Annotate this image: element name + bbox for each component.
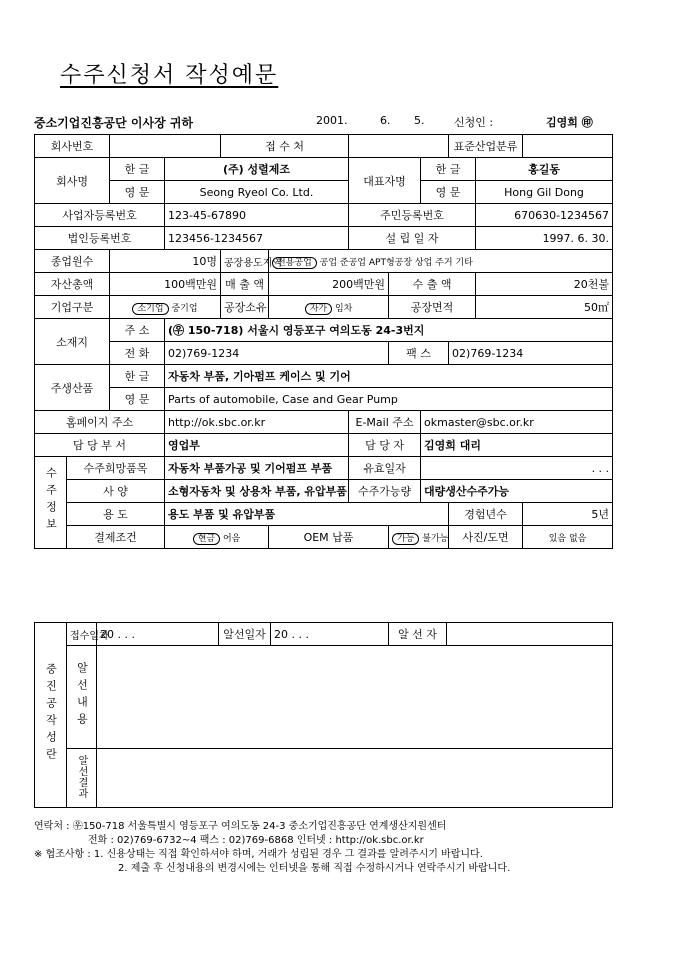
oem-options[interactable] bbox=[389, 526, 449, 549]
spec-label: 사 양 bbox=[67, 480, 165, 503]
applicant-label: 신청인 : bbox=[454, 116, 494, 129]
export-value[interactable]: 20천불 bbox=[476, 273, 613, 296]
valid-date-value[interactable]: . . . bbox=[421, 457, 613, 480]
product-en[interactable]: Parts of automobile, Case and Gear Pump bbox=[165, 388, 613, 411]
content-field[interactable] bbox=[97, 646, 613, 749]
company-type-selected[interactable]: 소기업 bbox=[132, 303, 168, 315]
contact-line-2: 전화 : 02)769-6732~4 팩스 : 02)769-6868 인터넷 : http://ok.sbc.or.kr bbox=[88, 835, 424, 846]
fax-value[interactable]: 02)769-1234 bbox=[449, 342, 613, 365]
mediation-side-label: 중진공작성란 bbox=[35, 623, 67, 808]
company-type-label: 기업구분 bbox=[35, 296, 110, 319]
application-form bbox=[34, 134, 613, 549]
received-value[interactable]: 20 . . . bbox=[97, 623, 219, 646]
experience-value[interactable]: 5년 bbox=[523, 503, 613, 526]
mediator-value[interactable] bbox=[447, 623, 613, 646]
address-label: 소재지 bbox=[35, 319, 110, 365]
factory-zone-selected[interactable]: 전용공업 bbox=[272, 257, 317, 269]
resident-reg-label: 주민등록번호 bbox=[349, 204, 476, 227]
homepage-label: 홈페이지 주소 bbox=[35, 411, 165, 434]
mediation-date-label: 알선일자 bbox=[219, 623, 271, 646]
date-month: 6. bbox=[380, 114, 391, 127]
company-en-label: 영 문 bbox=[110, 181, 165, 204]
usage-label: 용 도 bbox=[67, 503, 165, 526]
payment-selected[interactable]: 현금 bbox=[193, 533, 220, 545]
photo-options[interactable]: 있음 없음 bbox=[523, 526, 613, 549]
order-info-label: 수주정보 bbox=[35, 457, 67, 549]
corp-reg-label: 법인등록번호 bbox=[35, 227, 165, 250]
valid-date-label: 유효일자 bbox=[349, 457, 421, 480]
established-label: 설 립 일 자 bbox=[349, 227, 476, 250]
factory-zone-options[interactable] bbox=[269, 250, 613, 273]
spec-value[interactable]: 소형자동차 및 상용차 부품, 유압부품 bbox=[165, 480, 349, 503]
email-label: E-Mail 주소 bbox=[349, 411, 421, 434]
manager-label: 담 당 자 bbox=[349, 434, 421, 457]
ceo-ko-label: 한 글 bbox=[421, 158, 476, 181]
ceo-en-label: 영 문 bbox=[421, 181, 476, 204]
industry-code-field[interactable] bbox=[523, 135, 613, 158]
result-field[interactable] bbox=[97, 749, 613, 808]
factory-area-value[interactable]: 50㎡ bbox=[476, 296, 613, 319]
desired-item-label: 수주희망품목 bbox=[67, 457, 165, 480]
factory-zone-other-options: 공업 준공업 APT형공장 상업 주거 기타 bbox=[319, 257, 473, 268]
factory-owner-other: 임차 bbox=[334, 303, 353, 314]
payment-label: 결제조건 bbox=[67, 526, 165, 549]
received-label: 접수일자 bbox=[67, 623, 97, 646]
oem-other: 불가능 bbox=[422, 533, 449, 544]
company-type-other: 중기업 bbox=[171, 303, 198, 314]
mediator-label: 알 선 자 bbox=[389, 623, 447, 646]
desired-item-value[interactable]: 자동차 부품가공 및 기어펌프 부품 bbox=[165, 457, 349, 480]
homepage-value[interactable]: http://ok.sbc.or.kr bbox=[165, 411, 349, 434]
ceo-name-ko[interactable]: 홍길동 bbox=[476, 158, 613, 181]
usage-value[interactable]: 용도 부품 및 유압부품 bbox=[165, 503, 449, 526]
ceo-name-en[interactable]: Hong Gil Dong bbox=[476, 181, 613, 204]
factory-owner-options[interactable] bbox=[269, 296, 389, 319]
oem-label: OEM 납품 bbox=[269, 526, 389, 549]
factory-owner-selected[interactable]: 자가 bbox=[305, 303, 332, 315]
page-title: 수주신청서 작성예문 bbox=[60, 63, 279, 88]
date-day: 5. bbox=[414, 114, 425, 127]
email-value[interactable]: okmaster@sbc.or.kr bbox=[421, 411, 613, 434]
manager-value[interactable]: 김영희 대리 bbox=[421, 434, 613, 457]
note-line-2: 2. 제출 후 신청내용의 변경시에는 인터넷을 통해 직접 수정하시거나 연락주시기 바랍니다. bbox=[118, 863, 511, 874]
fax-label: 팩 스 bbox=[389, 342, 449, 365]
footer-notes bbox=[34, 820, 510, 876]
oem-selected[interactable]: 가능 bbox=[392, 533, 419, 545]
contact-line: 연락처 : ㉾150-718 서울특별시 영등포구 여의도동 24-3 중소기업진흥공단 연계생산지원센터 bbox=[34, 821, 447, 832]
employees-label: 종업원수 bbox=[35, 250, 110, 273]
mediation-date-value[interactable]: 20 . . . bbox=[271, 623, 389, 646]
products-label: 주생산품 bbox=[35, 365, 110, 411]
company-name-en[interactable]: Seong Ryeol Co. Ltd. bbox=[165, 181, 349, 204]
experience-label: 경험년수 bbox=[449, 503, 523, 526]
employees-value[interactable]: 10명 bbox=[110, 250, 221, 273]
company-no-label: 회사번호 bbox=[35, 135, 110, 158]
recipient-org: 중소기업진흥공단 이사장 귀하 bbox=[34, 116, 194, 130]
factory-zone-label: 공장용도지역 bbox=[221, 250, 269, 273]
addr-label: 주 소 bbox=[110, 319, 165, 342]
established-date[interactable]: 1997. 6. 30. bbox=[476, 227, 613, 250]
photo-label: 사진/도면 bbox=[449, 526, 523, 549]
capacity-value[interactable]: 대량생산수주가능 bbox=[421, 480, 613, 503]
factory-owner-label: 공장소유 bbox=[221, 296, 269, 319]
result-label: 알선결과 bbox=[67, 749, 97, 808]
phone-value[interactable]: 02)769-1234 bbox=[165, 342, 389, 365]
company-type-options[interactable] bbox=[110, 296, 221, 319]
reception-label: 접 수 처 bbox=[221, 135, 349, 158]
company-name-ko[interactable]: (주) 성렬제조 bbox=[165, 158, 349, 181]
sales-value[interactable]: 200백만원 bbox=[269, 273, 389, 296]
payment-other: 어음 bbox=[222, 533, 241, 544]
assets-label: 자산총액 bbox=[35, 273, 110, 296]
product-ko[interactable]: 자동차 부품, 기아펌프 케이스 및 기어 bbox=[165, 365, 613, 388]
content-label: 알선내용 bbox=[67, 646, 97, 749]
biz-reg-no[interactable]: 123-45-67890 bbox=[165, 204, 349, 227]
factory-area-label: 공장면적 bbox=[389, 296, 476, 319]
mediation-table bbox=[34, 622, 613, 808]
biz-reg-label: 사업자등록번호 bbox=[35, 204, 165, 227]
corp-reg-no[interactable]: 123456-1234567 bbox=[165, 227, 349, 250]
product-ko-label: 한 글 bbox=[110, 365, 165, 388]
payment-options[interactable] bbox=[165, 526, 269, 549]
dept-value[interactable]: 영업부 bbox=[165, 434, 349, 457]
product-en-label: 영 문 bbox=[110, 388, 165, 411]
resident-reg-no[interactable]: 670630-1234567 bbox=[476, 204, 613, 227]
address-value[interactable]: (㉾ 150-718) 서울시 영등포구 여의도동 24-3번지 bbox=[165, 319, 613, 342]
sales-label: 매 출 액 bbox=[221, 273, 269, 296]
date-year: 2001. bbox=[316, 114, 348, 127]
company-ko-label: 한 글 bbox=[110, 158, 165, 181]
dept-label: 담 당 부 서 bbox=[35, 434, 165, 457]
reception-field[interactable] bbox=[349, 135, 449, 158]
assets-value[interactable]: 100백만원 bbox=[110, 273, 221, 296]
export-label: 수 출 액 bbox=[389, 273, 476, 296]
applicant-name: 김영희 ㊞ bbox=[546, 116, 593, 129]
company-name-label: 회사명 bbox=[35, 158, 110, 204]
phone-label: 전 화 bbox=[110, 342, 165, 365]
note-line-1: ※ 협조사항 : 1. 신용상태는 직접 확인하셔야 하며, 거래가 성립된 경우 그 결과를 알려주시기 바랍니다. bbox=[34, 849, 483, 860]
ceo-label: 대표자명 bbox=[349, 158, 421, 204]
company-no-field[interactable] bbox=[110, 135, 221, 158]
capacity-label: 수주가능량 bbox=[349, 480, 421, 503]
industry-code-label: 표준산업분류 bbox=[449, 135, 523, 158]
